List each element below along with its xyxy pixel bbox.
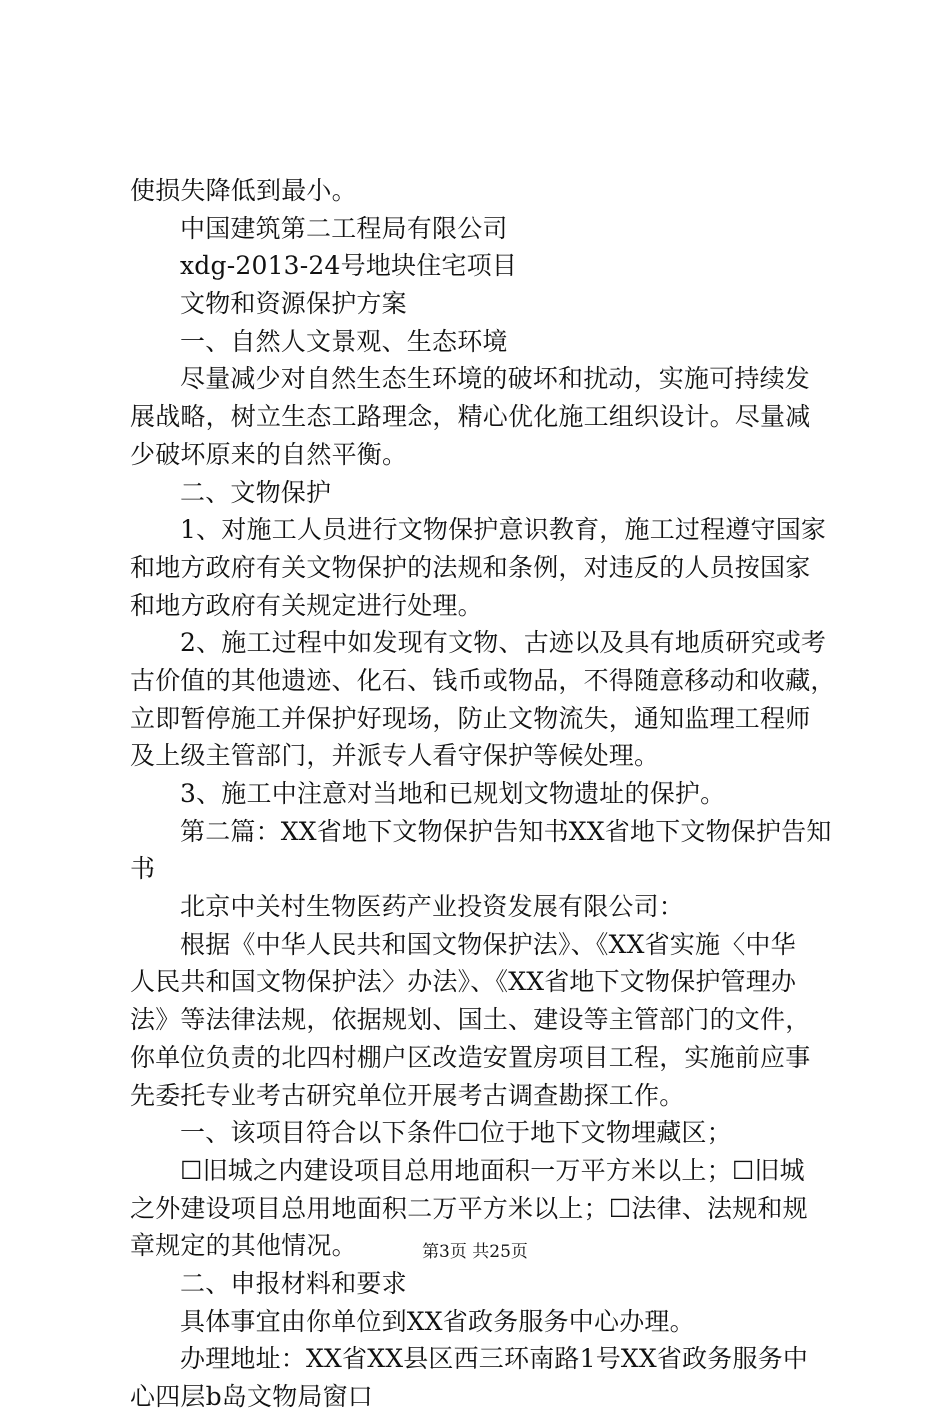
text-line: 中国建筑第二工程局有限公司 [180,213,508,243]
text-line: ☐旧城之内建设项目总用地面积一万平方米以上；☐旧城 [180,1155,805,1185]
text-line: 办理地址：XX省XX县区西三环南路1号XX省政务服务中 [180,1344,809,1374]
text-line: 尽量减少对自然生态生环境的破坏和扰动，实施可持续发 [180,364,811,394]
text-line: 你单位负责的北四村棚户区改造安置房项目工程，实施前应事 [130,1042,811,1072]
addressee: 北京中关村生物医药产业投资发展有限公司： [180,892,685,922]
text-line: 法》等法律法规，依据规划、国土、建设等主管部门的文件， [130,1005,811,1035]
text-line: 2、施工过程中如发现有文物、古迹以及具有地质研究或考 [180,628,827,658]
text-line: 少破坏原来的自然平衡。 [130,439,408,469]
text-line: xdg-2013-24号地块住宅项目 [180,251,518,281]
section-heading: 一、该项目符合以下条件☐位于地下文物埋藏区； [180,1118,732,1148]
section-heading: 二、文物保护 [180,477,332,507]
text-line: 1、对施工人员进行文物保护意识教育，施工过程遵守国家 [180,515,827,545]
text-line: 心四层b岛文物局窗口 [130,1382,374,1411]
section-heading: 一、自然人文景观、生态环境 [180,326,508,356]
text-line: 古价值的其他遗迹、化石、钱币或物品，不得随意移动和收藏， [130,665,836,695]
text-line: 文物和资源保护方案 [180,289,407,319]
text-line: 及上级主管部门，并派专人看守保护等候处理。 [130,741,660,771]
text-line: 立即暂停施工并保护好现场，防止文物流失，通知监理工程师 [130,703,811,733]
section-heading: 二、申报材料和要求 [180,1268,407,1298]
page-number: 第3页 共25页 [422,1242,528,1262]
chapter-title: 第二篇：XX省地下文物保护告知书XX省地下文物保护告知 [180,816,832,846]
text-line: 章规定的其他情况。 [130,1231,357,1261]
text-line: 展战略，树立生态工路理念，精心优化施工组织设计。尽量减 [130,402,811,432]
text-line: 人民共和国文物保护法〉办法》、《XX省地下文物保护管理办 [130,967,797,997]
text-line: 之外建设项目总用地面积二万平方米以上；☐法律、法规和规 [130,1193,808,1223]
chapter-title-continued: 书 [130,854,156,884]
text-line: 先委托专业考古研究单位开展考古调查勘探工作。 [130,1080,685,1110]
text-line: 3、施工中注意对当地和已规划文物遗址的保护。 [180,779,726,808]
text-line: 和地方政府有关规定进行处理。 [130,590,483,620]
text-line: 根据《中华人民共和国文物保护法》、《XX省实施〈中华 [180,929,796,959]
text-line: 和地方政府有关文物保护的法规和条例，对违反的人员按国家 [130,552,811,582]
page-footer [0,1240,950,1264]
text-line: 使损失降低到最小。 [130,176,357,205]
text-line: 具体事宜由你单位到XX省政务服务中心办理。 [180,1306,695,1336]
document-body [130,172,836,1416]
